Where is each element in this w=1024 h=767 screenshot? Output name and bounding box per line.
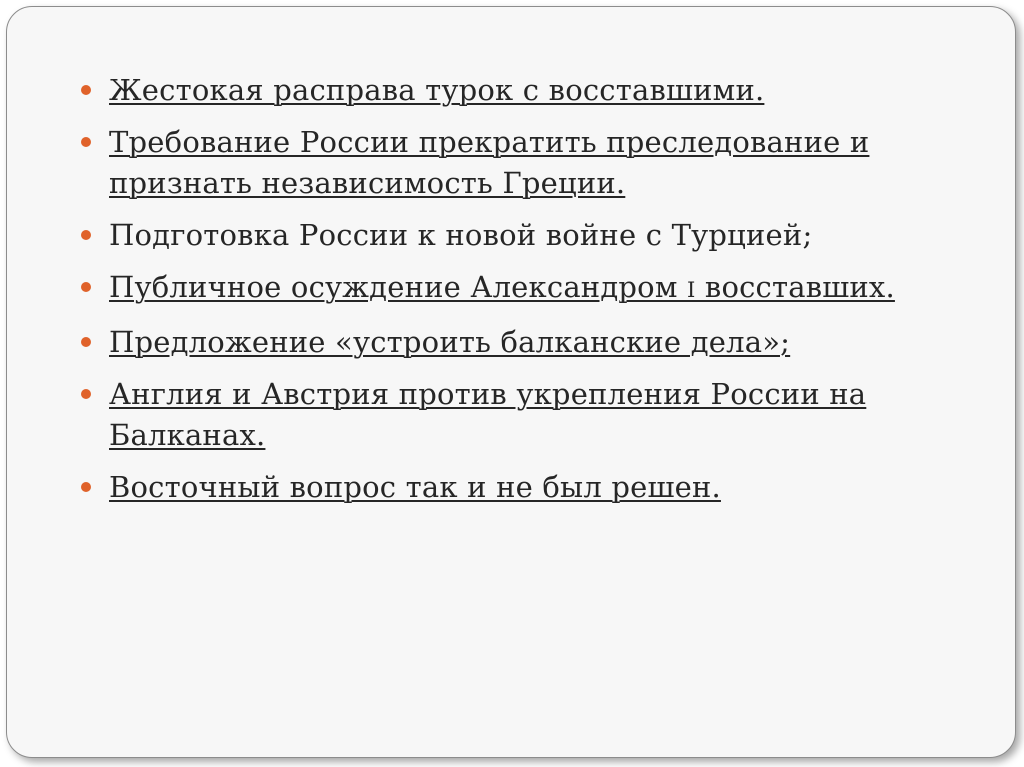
bullet-text bbox=[109, 270, 895, 304]
bullet-text: Требование России прекратить преследование и признать независимость Греции. bbox=[109, 125, 870, 200]
bullet-item-2 bbox=[80, 122, 960, 204]
bullet-text: Подготовка России к новой войне с Турцией; bbox=[109, 218, 813, 252]
bullet-text: Жестокая расправа турок с восставшими. bbox=[109, 73, 765, 107]
bullet-dot-icon bbox=[81, 85, 91, 95]
roman-numeral: I bbox=[687, 278, 696, 302]
bullet-dot-icon bbox=[81, 230, 91, 240]
bullet-text-after: восставших. bbox=[695, 270, 895, 304]
bullet-item-7 bbox=[80, 467, 960, 508]
bullet-text: Предложение «устроить балканские дела»; bbox=[109, 325, 791, 359]
bullet-dot-icon bbox=[81, 137, 91, 147]
bullet-item-4 bbox=[80, 267, 960, 311]
bullet-item-1 bbox=[80, 70, 960, 111]
bullet-dot-icon bbox=[81, 482, 91, 492]
bullet-item-3 bbox=[80, 215, 960, 256]
bullet-dot-icon bbox=[81, 337, 91, 347]
bullet-list bbox=[80, 70, 960, 519]
bullet-text: Восточный вопрос так и не был решен. bbox=[109, 470, 721, 504]
bullet-dot-icon bbox=[81, 389, 91, 399]
bullet-item-5 bbox=[80, 322, 960, 363]
bullet-text: Англия и Австрия против укрепления России на Балканах. bbox=[109, 377, 867, 452]
bullet-text-before: Публичное осуждение Александром bbox=[109, 270, 687, 304]
bullet-item-6 bbox=[80, 374, 960, 456]
bullet-dot-icon bbox=[81, 282, 91, 292]
